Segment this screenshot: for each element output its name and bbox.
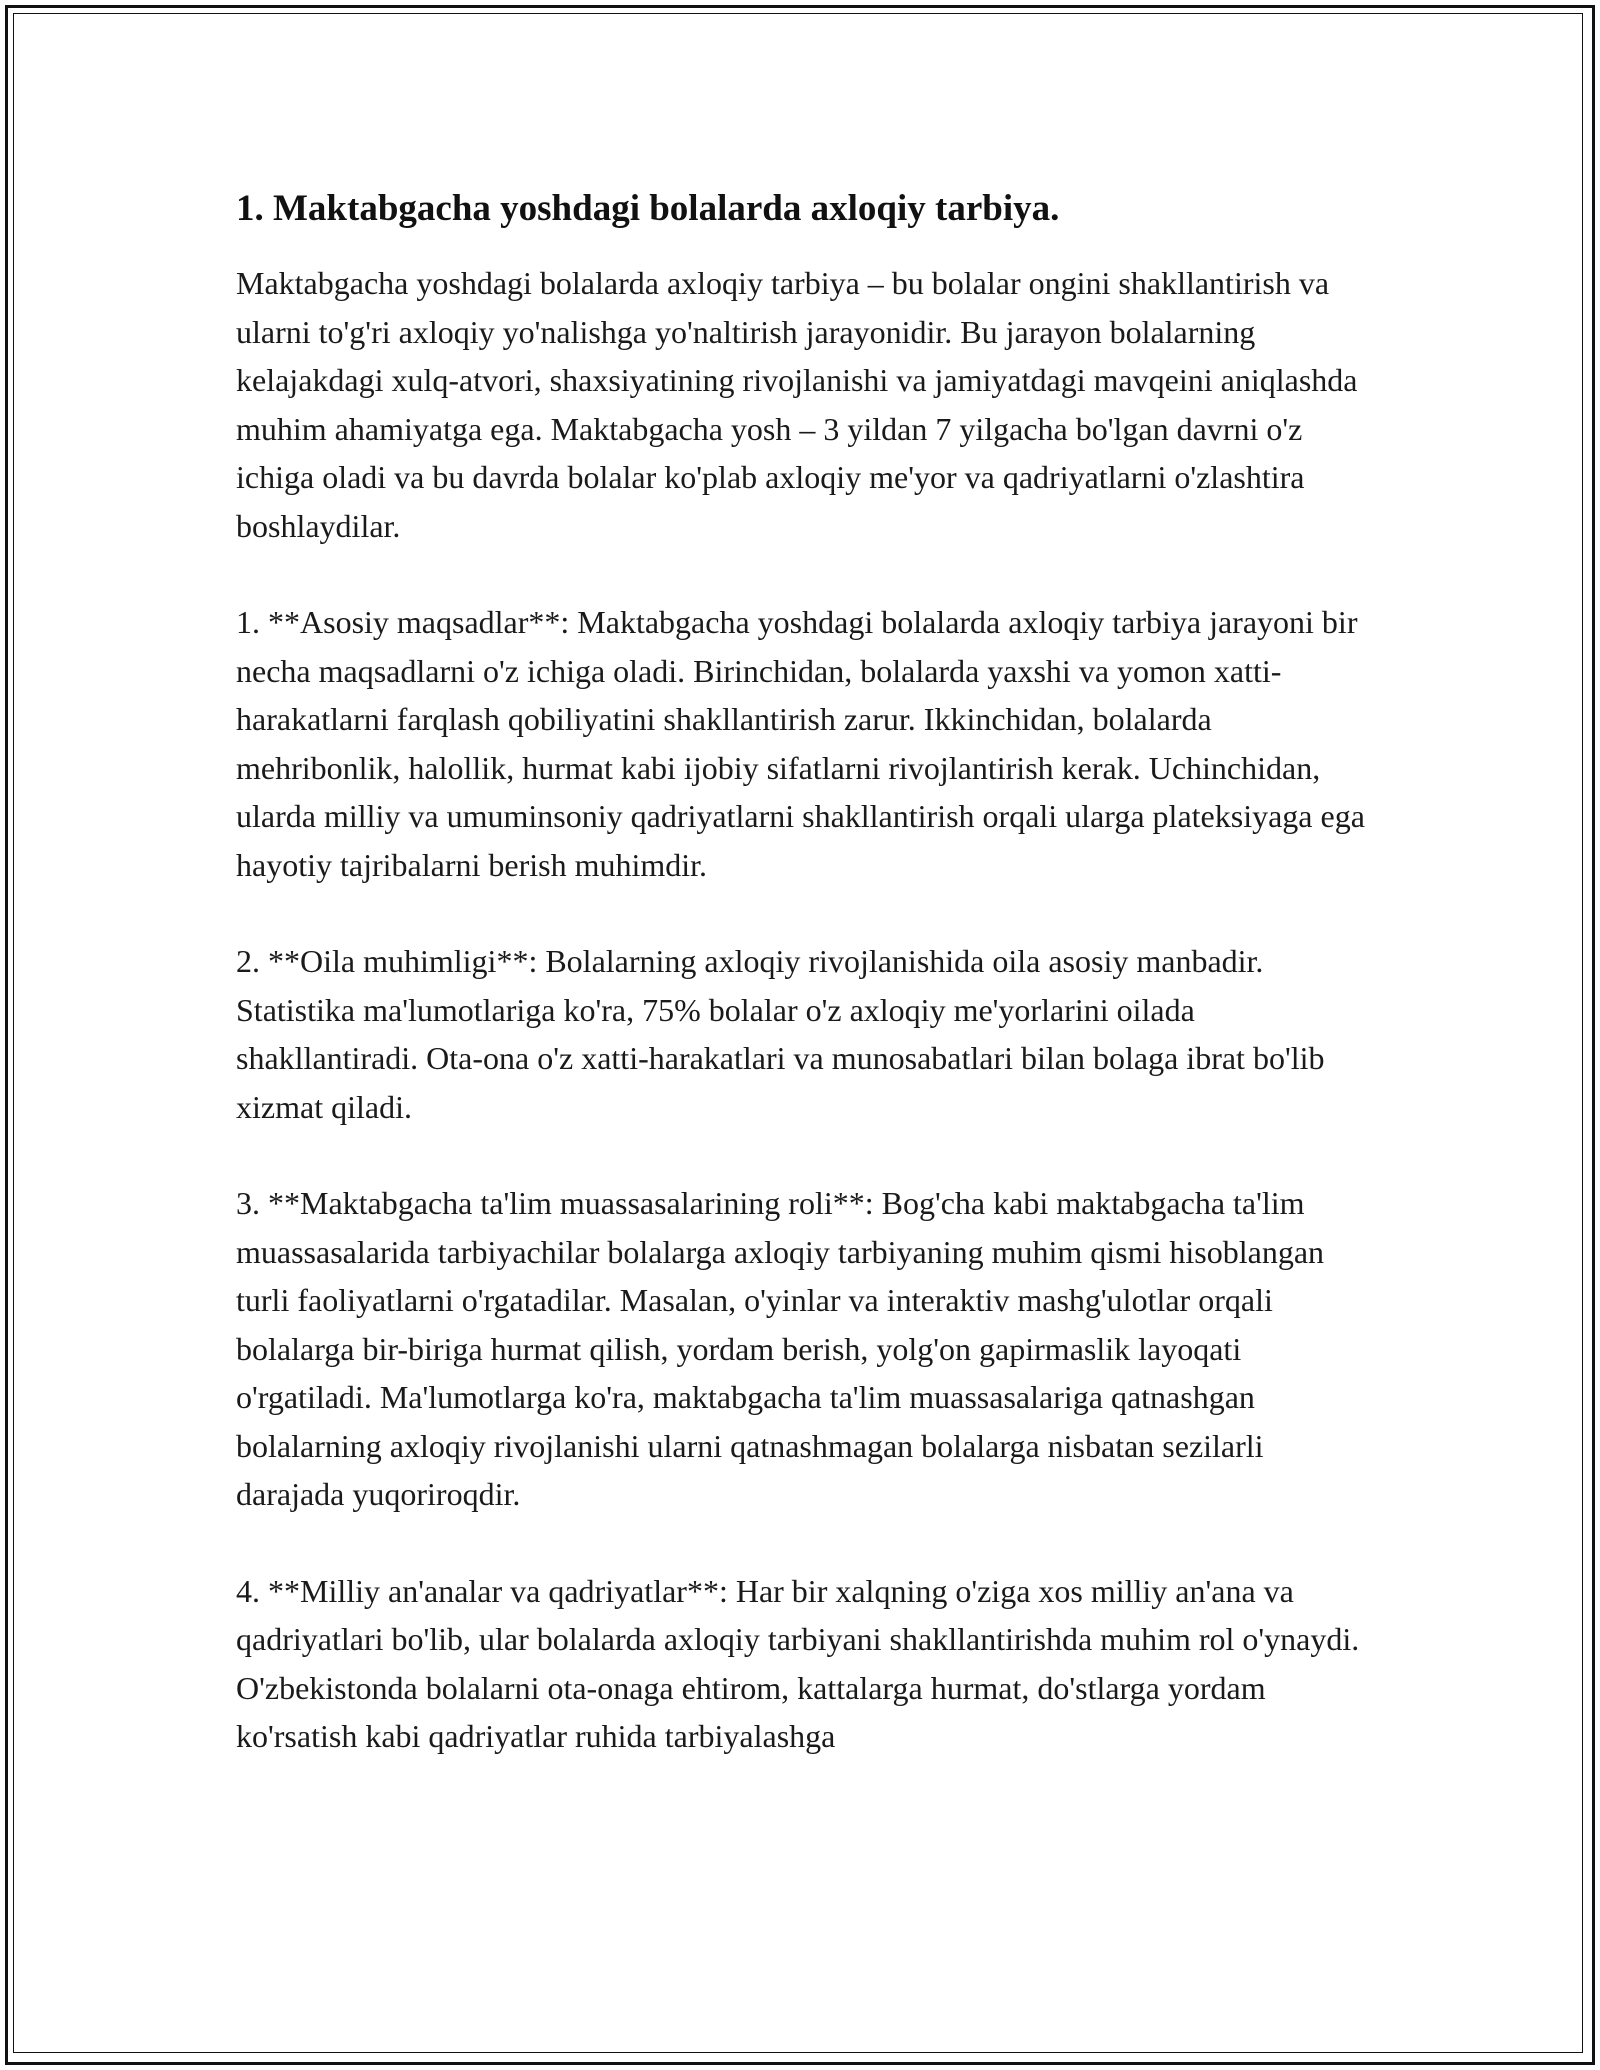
intro-paragraph: Maktabgacha yoshdagi bolalarda axloqiy tarbiya – bu bolalar ongini shakllantirish va ularni to'g'ri axloqiy yo'nalishga yo'naltirish jarayonidir. Bu jarayon bolalarning kelajakdagi xulq-atvori, shaxsiyatining rivojlanishi va jamiyatdagi mavqeini aniqlashda muhim ahamiyatga ega. Maktabgacha yosh – 3 yildan 7 yilgacha bo'lgan davrni o'z ichiga oladi va bu davrda bolalar ko'plab axloqiy me'yor va qadriyatlarni o'zlashtira boshlaydilar. <box>236 265 1358 544</box>
document-body <box>236 186 1376 1809</box>
document-heading: 1. Maktabgacha yoshdagi bolalarda axloqiy tarbiya. <box>236 188 1060 229</box>
paragraph-milliy-qadriyatlar: 4. **Milliy an'analar va qadriyatlar**: Har bir xalqning o'ziga xos milliy an'ana va qadriyatlari bo'lib, ular bolalarda axloqiy tarbiyani shakllantirishda muhim rol o'ynaydi. O'zbekistonda bolalarni ota-onaga ehtirom, kattalarga hurmat, do'stlarga yordam ko'rsatish kabi qadriyatlar ruhida tarbiyalashga <box>236 1572 1360 1754</box>
paragraph-talim-muassasalari: 3. **Maktabgacha ta'lim muassasalarining roli**: Bog'cha kabi maktabgacha ta'lim muassasalarida tarbiyachilar bolalarga axloqiy tarbiyaning muhim qismi hisoblangan turli faoliyatlarni o'rgatadilar. Masalan, o'yinlar va interaktiv mashg'ulotlar orqali bolalarga bir-biriga hurmat qilish, yordam berish, yolg'on gapirmaslik layoqati o'rgatiladi. Ma'lumotlarga ko'ra, maktabgacha ta'lim muassasalariga qatnashgan bolalarning axloqiy rivojlanishi ularni qatnashmagan bolalarga nisbatan sezilarli darajada yuqoriroqdir. <box>236 1185 1325 1512</box>
paragraph-asosiy-maqsadlar: 1. **Asosiy maqsadlar**: Maktabgacha yoshdagi bolalarda axloqiy tarbiya jarayoni bir necha maqsadlarni o'z ichiga oladi. Birinchidan, bolalarda yaxshi va yomon xatti-harakatlarni farqlash qobiliyatini shakllantirish zarur. Ikkinchidan, bolalarda mehribonlik, halollik, hurmat kabi ijobiy sifatlarni rivojlantirish kerak. Uchinchidan, ularda milliy va umuminsoniy qadriyatlarni shakllantirish orqali ularga plateksiyaga ega hayotiy tajribalarni berish muhimdir. <box>236 604 1365 883</box>
paragraph-oila-muhimligi: 2. **Oila muhimligi**: Bolalarning axloqiy rivojlanishida oila asosiy manbadir. Statistika ma'lumotlariga ko'ra, 75% bolalar o'z axloqiy me'yorlarini oilada shakllantiradi. Ota-ona o'z xatti-harakatlari va munosabatlari bilan bolaga ibrat bo'lib xizmat qiladi. <box>236 943 1325 1125</box>
